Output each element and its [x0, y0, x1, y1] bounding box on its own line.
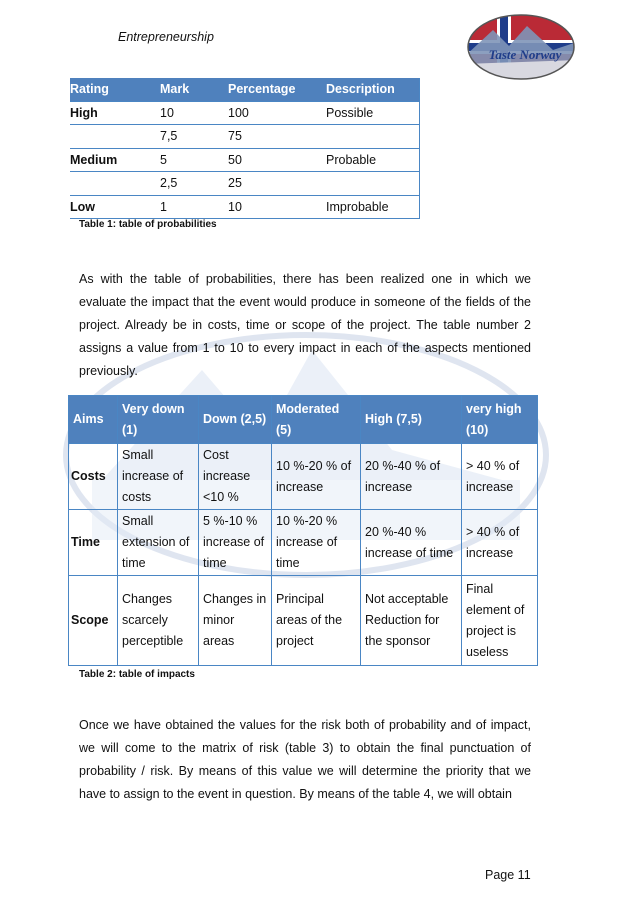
table-row: [70, 125, 420, 149]
table-row: [70, 195, 420, 219]
table-cell: 10 %-20 % of increase: [272, 444, 361, 510]
logo-text: Taste Norway: [488, 47, 562, 62]
table-cell: 10: [156, 101, 222, 125]
table-cell: 75: [222, 125, 320, 149]
table-cell: Changes scarcely perceptible: [118, 576, 199, 666]
table-cell: Small increase of costs: [118, 444, 199, 510]
table-cell: Not acceptable Reduction for the sponsor: [361, 576, 462, 666]
table-cell: > 40 % of increase: [462, 510, 538, 576]
table-row: [70, 148, 420, 172]
table-cell: Possible: [320, 101, 420, 125]
header-cell: Percentage: [222, 78, 320, 101]
table-cell: Improbable: [320, 195, 420, 219]
table-cell: 10 %-20 % increase of time: [272, 510, 361, 576]
table-cell: Medium: [70, 148, 156, 172]
header-cell: very high (10): [462, 396, 538, 444]
header-cell: Down (2,5): [199, 396, 272, 444]
table-cell: High: [70, 101, 156, 125]
table1-caption: Table 1: table of probabilities: [79, 219, 217, 230]
table-header-row: [70, 78, 420, 101]
table-cell: 20 %-40 % of increase: [361, 444, 462, 510]
page-number: Page 11: [485, 868, 531, 882]
header-cell: Moderated (5): [272, 396, 361, 444]
table-header-row: [69, 396, 538, 444]
table-cell: Final element of project is useless: [462, 576, 538, 666]
table-cell: [70, 125, 156, 149]
table-cell: Time: [69, 510, 118, 576]
table-cell: Principal areas of the project: [272, 576, 361, 666]
table-cell: 5 %-10 % increase of time: [199, 510, 272, 576]
table-cell: [70, 172, 156, 196]
table-cell: [320, 172, 420, 196]
taste-norway-logo: [465, 12, 577, 82]
table-row: [69, 510, 538, 576]
table-row: [70, 101, 420, 125]
table-cell: [320, 125, 420, 149]
table-cell: 5: [156, 148, 222, 172]
table-cell: Costs: [69, 444, 118, 510]
paragraph-2: Once we have obtained the values for the risk both of probability and of impact, we will come to the matrix of risk (table 3) to obtain the final punctuation of probability / risk. By means of this value we will determine the priority that we have to assign to the event in question. By means of the table 4, we will obtain: [79, 718, 531, 801]
header-cell: Description: [320, 78, 420, 101]
table-cell: 20 %-40 % increase of time: [361, 510, 462, 576]
header-cell: Mark: [156, 78, 222, 101]
table-cell: 1: [156, 195, 222, 219]
table-cell: 7,5: [156, 125, 222, 149]
table-cell: Changes in minor areas: [199, 576, 272, 666]
table-cell: 10: [222, 195, 320, 219]
table-row: [69, 444, 538, 510]
table-row: [70, 172, 420, 196]
header-cell: High (7,5): [361, 396, 462, 444]
table-cell: Cost increase <10 %: [199, 444, 272, 510]
table-cell: Low: [70, 195, 156, 219]
table-cell: > 40 % of increase: [462, 444, 538, 510]
paragraph-1: As with the table of probabilities, there has been realized one in which we evaluate the impact that the event would produce in someone of the fields of the project. Already be in costs, time or scope of the project. The table number 2 assigns a value from 1 to 10 to every impact in each of the aspects mentioned previously.: [79, 272, 531, 378]
header-cell: Very down (1): [118, 396, 199, 444]
table-cell: 25: [222, 172, 320, 196]
table-cell: 50: [222, 148, 320, 172]
table-row: [69, 576, 538, 666]
table-cell: Probable: [320, 148, 420, 172]
probability-table: [70, 78, 420, 219]
table-cell: 2,5: [156, 172, 222, 196]
impact-table: [68, 395, 538, 666]
table-cell: Scope: [69, 576, 118, 666]
table2-caption: Table 2: table of impacts: [79, 669, 195, 680]
header-cell: Aims: [69, 396, 118, 444]
header-title: Entrepreneurship: [118, 30, 214, 44]
table-cell: Small extension of time: [118, 510, 199, 576]
table-cell: 100: [222, 101, 320, 125]
header-cell: Rating: [70, 78, 156, 101]
